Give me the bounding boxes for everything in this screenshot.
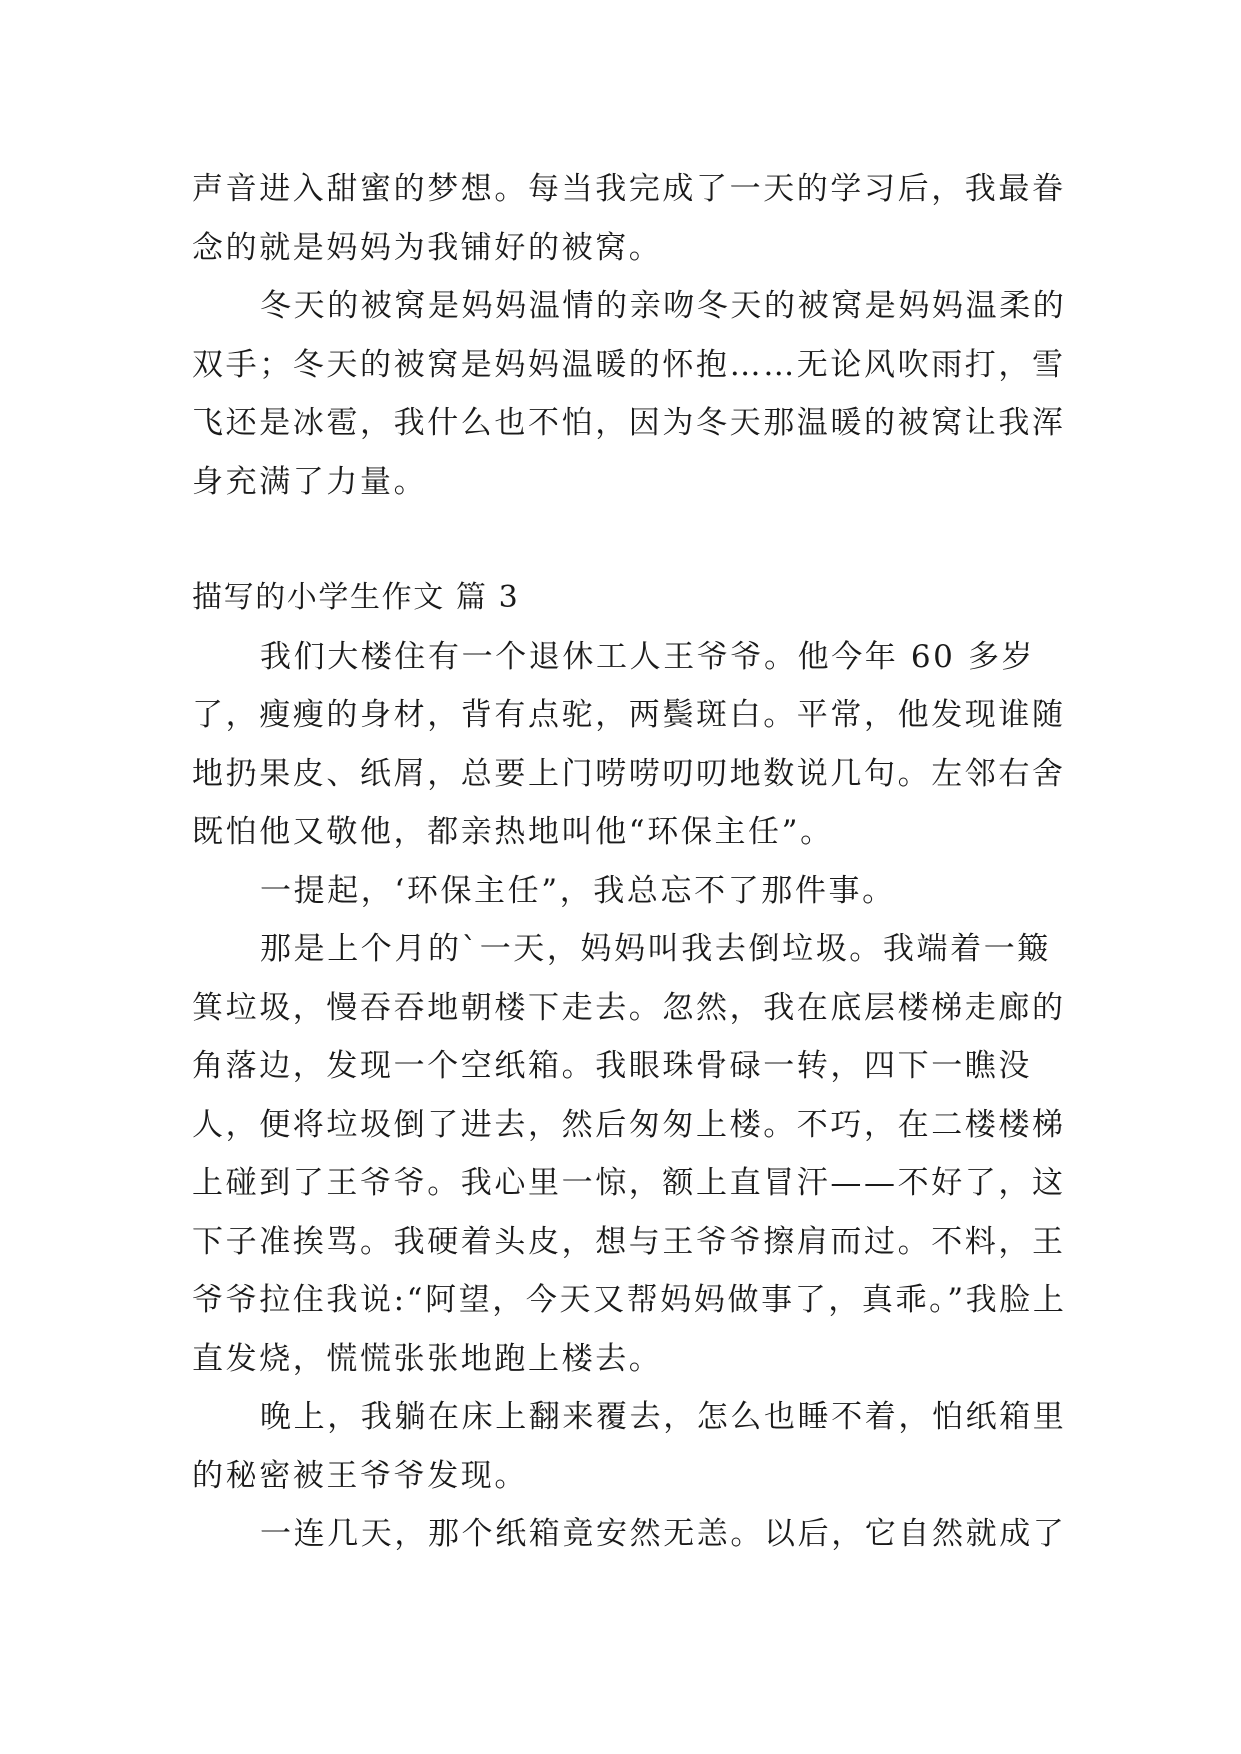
paragraph-6: 晚上，我躺在床上翻来覆去，怎么也睡不着，怕纸箱里的秘密被王爷爷发现。 [192, 1399, 1067, 1494]
paragraph-5: 那是上个月的`一天，妈妈叫我去倒垃圾。我端着一簸箕垃圾，慢吞吞地朝楼下走去。忽然，我在底层楼梯走廊的角落边，发现一个空纸箱。我眼珠骨碌一转，四下一瞧没人，便将垃圾倒了进去，然后匆匆上楼。不巧，在二楼楼梯上碰到了王爷爷。我心里一惊，额上直冒汗——不好了，这下子准挨骂。我硬着头皮，想与王爷爷擦肩而过。不料，王爷爷拉住我说:“阿望，今天又帮妈妈做事了，真乖。”我脸上直发烧，慌慌张张地跑上楼去。 [192, 931, 1067, 1377]
paragraph-3: 我们大楼住有一个退休工人王爷爷。他今年 60 多岁了，瘦瘦的身材，背有点驼，两鬓斑白。平常，他发现谁随地扔果皮、纸屑，总要上门唠唠叨叨地数说几句。左邻右舍既怕他又敬他，都亲热地叫他“环保主任”。 [192, 638, 1066, 850]
section-heading: 描写的小学生作文 篇 3 [192, 580, 520, 615]
paragraph-2: 冬天的被窝是妈妈温情的亲吻冬天的被窝是妈妈温柔的双手；冬天的被窝是妈妈温暖的怀抱……无论风吹雨打，雪飞还是冰雹，我什么也不怕，因为冬天那温暖的被窝让我浑身充满了力量。 [192, 288, 1067, 500]
section-gap [192, 511, 1072, 569]
paragraph-1: 声音进入甜蜜的梦想。每当我完成了一天的学习后，我最眷念的就是妈妈为我铺好的被窝。 [192, 171, 1066, 266]
paragraph-4: 一提起，‘环保主任”，我总忘不了那件事。 [260, 872, 896, 909]
paragraph-7: 一连几天，那个纸箱竟安然无恙。以后，它自然就成了 [260, 1516, 1067, 1552]
document-page [192, 160, 1072, 1564]
